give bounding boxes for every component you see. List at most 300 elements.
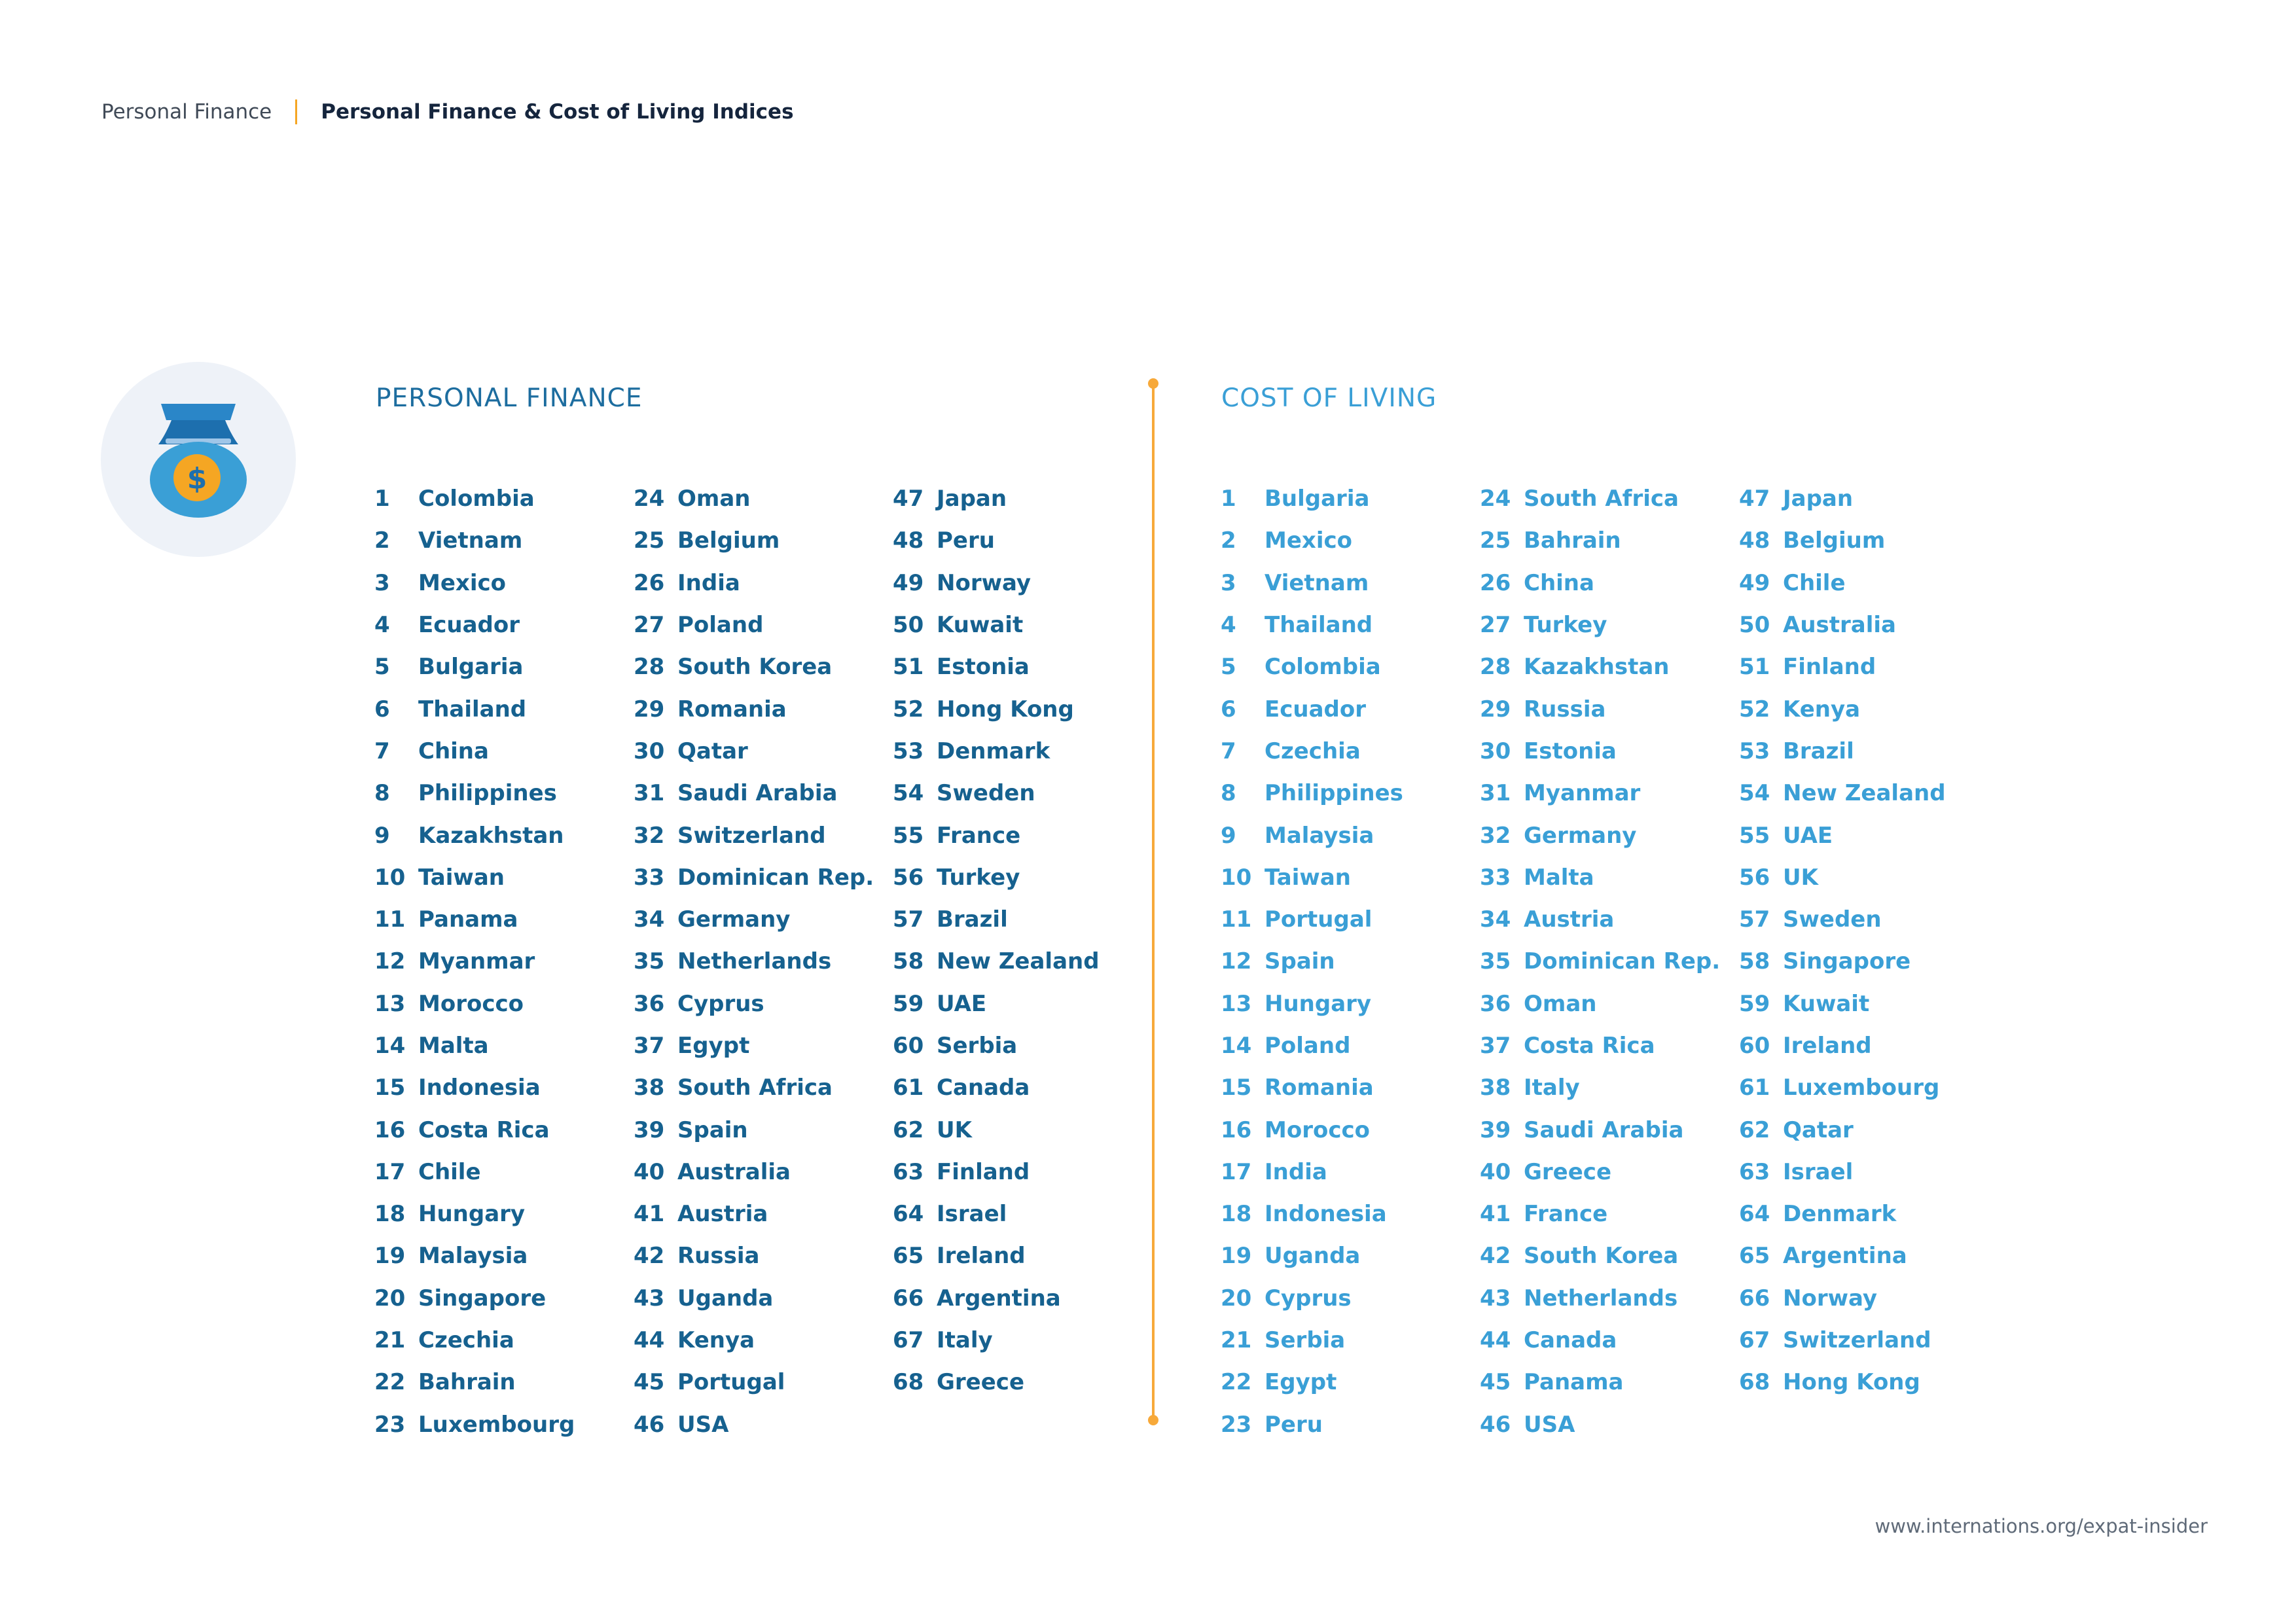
rank-number: 1 <box>1221 486 1236 512</box>
rank-number: 47 <box>1739 486 1770 512</box>
country-name: Australia <box>1783 612 1896 639</box>
rank-number: 11 <box>374 906 406 933</box>
ranking-row <box>374 1067 630 1109</box>
rank-number: 55 <box>893 822 924 849</box>
ranking-row <box>1739 1235 1994 1277</box>
rank-number: 9 <box>1221 822 1236 849</box>
ranking-row <box>374 730 630 772</box>
rank-number: 13 <box>1221 990 1252 1017</box>
country-name: Spain <box>1265 948 1335 975</box>
country-name: Morocco <box>418 990 524 1017</box>
cost-of-living-column-2 <box>1480 478 1735 1446</box>
country-name: Sweden <box>1783 906 1882 933</box>
ranking-row <box>1221 1193 1476 1235</box>
country-name: Hong Kong <box>1783 1369 1920 1396</box>
rank-number: 64 <box>893 1201 924 1228</box>
ranking-row <box>634 772 889 814</box>
ranking-row <box>1221 1025 1476 1067</box>
ranking-row <box>893 1235 1148 1277</box>
country-name: Greece <box>937 1369 1025 1396</box>
rank-number: 22 <box>1221 1369 1252 1396</box>
country-name: Belgium <box>677 527 780 554</box>
rank-number: 40 <box>634 1158 665 1185</box>
rank-number: 55 <box>1739 822 1770 849</box>
country-name: Mexico <box>418 569 506 596</box>
ranking-row <box>374 1361 630 1403</box>
ranking-row <box>1480 1319 1735 1361</box>
rank-number: 24 <box>634 486 665 512</box>
country-name: Kuwait <box>1783 990 1870 1017</box>
country-name: Romania <box>1265 1075 1374 1101</box>
country-name: Argentina <box>1783 1243 1907 1270</box>
country-name: New Zealand <box>937 948 1100 975</box>
ranking-row <box>1480 1109 1735 1150</box>
country-name: Oman <box>677 486 751 512</box>
rank-number: 25 <box>634 527 665 554</box>
country-name: Philippines <box>418 780 557 807</box>
page-title: Personal Finance & Cost of Living Indices <box>321 100 794 124</box>
country-name: Cyprus <box>1265 1285 1352 1311</box>
ranking-row <box>374 857 630 899</box>
country-name: Kazakhstan <box>418 822 564 849</box>
rank-number: 36 <box>1480 990 1511 1017</box>
rank-number: 18 <box>1221 1201 1252 1228</box>
breadcrumb-section[interactable]: Personal Finance <box>101 100 272 124</box>
rank-number: 8 <box>1221 780 1236 807</box>
country-name: Singapore <box>418 1285 547 1311</box>
country-name: Vietnam <box>1265 569 1369 596</box>
country-name: France <box>1524 1201 1608 1228</box>
rank-number: 60 <box>893 1033 924 1059</box>
country-name: Canada <box>1524 1327 1617 1354</box>
country-name: Qatar <box>1783 1116 1854 1143</box>
country-name: Portugal <box>677 1369 785 1396</box>
rank-number: 34 <box>1480 906 1511 933</box>
country-name: Russia <box>1524 696 1606 722</box>
rank-number: 31 <box>1480 780 1511 807</box>
ranking-row <box>1739 1277 1994 1319</box>
rank-number: 27 <box>634 612 665 639</box>
ranking-row <box>893 1361 1148 1403</box>
rank-number: 68 <box>1739 1369 1770 1396</box>
ranking-row <box>634 899 889 940</box>
rank-number: 37 <box>634 1033 665 1059</box>
ranking-row <box>374 1109 630 1150</box>
country-name: Saudi Arabia <box>1524 1116 1684 1143</box>
rank-number: 19 <box>1221 1243 1252 1270</box>
country-name: Ireland <box>937 1243 1026 1270</box>
rank-number: 7 <box>1221 738 1236 764</box>
rank-number: 16 <box>1221 1116 1252 1143</box>
ranking-row <box>1221 1277 1476 1319</box>
country-name: Kenya <box>677 1327 755 1354</box>
country-name: Romania <box>677 696 787 722</box>
country-name: Turkey <box>1524 612 1607 639</box>
country-name: Ecuador <box>1265 696 1366 722</box>
country-name: Canada <box>937 1075 1030 1101</box>
country-name: Saudi Arabia <box>677 780 838 807</box>
rank-number: 45 <box>634 1369 665 1396</box>
ranking-row <box>893 1277 1148 1319</box>
ranking-row <box>1739 1319 1994 1361</box>
divider-dot-bottom <box>1148 1415 1158 1425</box>
ranking-row <box>1739 1109 1994 1150</box>
ranking-row <box>1739 983 1994 1025</box>
ranking-row <box>893 983 1148 1025</box>
rank-number: 17 <box>374 1158 406 1185</box>
country-name: Thailand <box>1265 612 1373 639</box>
rank-number: 23 <box>1221 1411 1252 1438</box>
country-name: UK <box>937 1116 972 1143</box>
personal-finance-title: PERSONAL FINANCE <box>376 383 643 413</box>
country-name: Egypt <box>1265 1369 1337 1396</box>
rank-number: 29 <box>1480 696 1511 722</box>
country-name: Thailand <box>418 696 527 722</box>
rank-number: 28 <box>634 654 665 681</box>
ranking-row <box>1221 520 1476 562</box>
rank-number: 44 <box>634 1327 665 1354</box>
ranking-row <box>1221 1319 1476 1361</box>
ranking-row <box>374 940 630 982</box>
country-name: Mexico <box>1265 527 1352 554</box>
rank-number: 33 <box>634 864 665 891</box>
rank-number: 35 <box>1480 948 1511 975</box>
country-name: Ireland <box>1783 1033 1872 1059</box>
ranking-row <box>634 1109 889 1150</box>
cost-of-living-column-1 <box>1221 478 1476 1446</box>
section-divider <box>1152 383 1155 1420</box>
rank-number: 29 <box>634 696 665 722</box>
country-name: Myanmar <box>1524 780 1641 807</box>
country-name: Oman <box>1524 990 1597 1017</box>
rank-number: 67 <box>893 1327 924 1354</box>
ranking-row <box>1221 604 1476 646</box>
money-bag-icon-circle <box>101 362 296 557</box>
rank-number: 28 <box>1480 654 1511 681</box>
ranking-row <box>893 772 1148 814</box>
ranking-row <box>634 1067 889 1109</box>
rank-number: 17 <box>1221 1158 1252 1185</box>
country-name: Colombia <box>1265 654 1381 681</box>
country-name: Brazil <box>1783 738 1854 764</box>
rank-number: 26 <box>1480 569 1511 596</box>
country-name: Singapore <box>1783 948 1911 975</box>
ranking-row <box>634 1193 889 1235</box>
ranking-row <box>1739 688 1994 730</box>
country-name: Peru <box>1265 1411 1323 1438</box>
ranking-row <box>374 1404 630 1446</box>
ranking-row <box>634 520 889 562</box>
rank-number: 53 <box>893 738 924 764</box>
ranking-row <box>1739 520 1994 562</box>
country-name: Uganda <box>677 1285 774 1311</box>
rank-number: 60 <box>1739 1033 1770 1059</box>
rank-number: 20 <box>1221 1285 1252 1311</box>
ranking-row <box>893 1193 1148 1235</box>
ranking-row <box>1480 1067 1735 1109</box>
ranking-row <box>374 983 630 1025</box>
ranking-row <box>634 857 889 899</box>
ranking-row <box>634 562 889 604</box>
ranking-row <box>1221 1067 1476 1109</box>
rank-number: 48 <box>1739 527 1770 554</box>
rank-number: 56 <box>1739 864 1770 891</box>
ranking-row <box>1480 1193 1735 1235</box>
ranking-row <box>374 1319 630 1361</box>
ranking-row <box>1221 1151 1476 1193</box>
rank-number: 57 <box>893 906 924 933</box>
country-name: Indonesia <box>418 1075 541 1101</box>
country-name: Austria <box>677 1201 768 1228</box>
rank-number: 20 <box>374 1285 406 1311</box>
rank-number: 46 <box>634 1411 665 1438</box>
ranking-row <box>1739 899 1994 940</box>
ranking-row <box>374 899 630 940</box>
country-name: Vietnam <box>418 527 523 554</box>
rank-number: 12 <box>1221 948 1252 975</box>
footer-url[interactable]: www.internations.org/expat-insider <box>1874 1515 2208 1537</box>
country-name: Luxembourg <box>418 1411 575 1438</box>
rank-number: 64 <box>1739 1201 1770 1228</box>
ranking-row <box>634 1025 889 1067</box>
ranking-row <box>1739 1361 1994 1403</box>
country-name: Czechia <box>418 1327 514 1354</box>
rank-number: 49 <box>893 569 924 596</box>
ranking-row <box>1480 688 1735 730</box>
country-name: Portugal <box>1265 906 1372 933</box>
ranking-row <box>374 646 630 688</box>
ranking-row <box>1739 1067 1994 1109</box>
country-name: Kuwait <box>937 612 1024 639</box>
ranking-row <box>1480 1404 1735 1446</box>
rank-number: 19 <box>374 1243 406 1270</box>
ranking-row <box>893 1109 1148 1150</box>
country-name: Spain <box>677 1116 748 1143</box>
rank-number: 59 <box>893 990 924 1017</box>
ranking-row <box>1480 940 1735 982</box>
divider-dot-top <box>1148 378 1158 389</box>
ranking-row <box>893 646 1148 688</box>
country-name: Peru <box>937 527 995 554</box>
ranking-row <box>374 688 630 730</box>
rank-number: 18 <box>374 1201 406 1228</box>
ranking-row <box>893 688 1148 730</box>
rank-number: 22 <box>374 1369 406 1396</box>
rank-number: 62 <box>1739 1116 1770 1143</box>
country-name: Greece <box>1524 1158 1612 1185</box>
ranking-row <box>1221 478 1476 520</box>
ranking-row <box>1221 772 1476 814</box>
ranking-row <box>1221 857 1476 899</box>
ranking-row <box>374 772 630 814</box>
svg-text:$: $ <box>187 462 207 495</box>
country-name: Austria <box>1524 906 1615 933</box>
country-name: Cyprus <box>677 990 764 1017</box>
ranking-row <box>634 1361 889 1403</box>
ranking-row <box>1739 562 1994 604</box>
rank-number: 49 <box>1739 569 1770 596</box>
cost-of-living-title: COST OF LIVING <box>1221 383 1437 413</box>
country-name: USA <box>677 1411 729 1438</box>
country-name: Taiwan <box>418 864 505 891</box>
ranking-row <box>634 1277 889 1319</box>
ranking-row <box>1221 940 1476 982</box>
rank-number: 4 <box>374 612 390 639</box>
rank-number: 66 <box>893 1285 924 1311</box>
country-name: Australia <box>677 1158 791 1185</box>
country-name: Ecuador <box>418 612 520 639</box>
country-name: South Africa <box>677 1075 833 1101</box>
ranking-row <box>893 857 1148 899</box>
ranking-row <box>893 1067 1148 1109</box>
ranking-row <box>1480 520 1735 562</box>
ranking-row <box>1221 730 1476 772</box>
ranking-row <box>893 562 1148 604</box>
rank-number: 23 <box>374 1411 406 1438</box>
ranking-row <box>374 1025 630 1067</box>
rank-number: 30 <box>634 738 665 764</box>
rank-number: 6 <box>1221 696 1236 722</box>
rank-number: 50 <box>893 612 924 639</box>
ranking-row <box>1221 1404 1476 1446</box>
rank-number: 31 <box>634 780 665 807</box>
ranking-row <box>1480 478 1735 520</box>
country-name: UAE <box>1783 822 1833 849</box>
country-name: Norway <box>1783 1285 1878 1311</box>
rank-number: 34 <box>634 906 665 933</box>
country-name: Egypt <box>677 1033 750 1059</box>
country-name: Kazakhstan <box>1524 654 1670 681</box>
rank-number: 26 <box>634 569 665 596</box>
rank-number: 21 <box>1221 1327 1252 1354</box>
country-name: Costa Rica <box>418 1116 550 1143</box>
breadcrumb-separator <box>295 99 297 124</box>
rank-number: 63 <box>1739 1158 1770 1185</box>
rank-number: 58 <box>1739 948 1770 975</box>
country-name: Belgium <box>1783 527 1886 554</box>
rank-number: 43 <box>1480 1285 1511 1311</box>
country-name: Hong Kong <box>937 696 1074 722</box>
country-name: Serbia <box>937 1033 1018 1059</box>
country-name: China <box>418 738 489 764</box>
country-name: Dominican Rep. <box>1524 948 1721 975</box>
ranking-row <box>1480 1361 1735 1403</box>
country-name: France <box>937 822 1021 849</box>
ranking-row <box>1739 1151 1994 1193</box>
rank-number: 32 <box>634 822 665 849</box>
rank-number: 48 <box>893 527 924 554</box>
cost-of-living-column-3 <box>1739 478 1994 1404</box>
ranking-row <box>1221 983 1476 1025</box>
rank-number: 65 <box>893 1243 924 1270</box>
ranking-row <box>1480 562 1735 604</box>
country-name: Denmark <box>937 738 1050 764</box>
ranking-row <box>893 520 1148 562</box>
rank-number: 6 <box>374 696 390 722</box>
rank-number: 13 <box>374 990 406 1017</box>
country-name: Panama <box>418 906 518 933</box>
rank-number: 47 <box>893 486 924 512</box>
ranking-row <box>1480 730 1735 772</box>
country-name: Chile <box>418 1158 481 1185</box>
rank-number: 33 <box>1480 864 1511 891</box>
personal-finance-column-3 <box>893 478 1148 1404</box>
rank-number: 46 <box>1480 1411 1511 1438</box>
rank-number: 56 <box>893 864 924 891</box>
rank-number: 51 <box>1739 654 1770 681</box>
country-name: Argentina <box>937 1285 1061 1311</box>
rank-number: 39 <box>634 1116 665 1143</box>
ranking-row <box>893 1319 1148 1361</box>
ranking-row <box>893 478 1148 520</box>
country-name: South Africa <box>1524 486 1679 512</box>
rank-number: 65 <box>1739 1243 1770 1270</box>
ranking-row <box>634 478 889 520</box>
rank-number: 35 <box>634 948 665 975</box>
ranking-row <box>893 940 1148 982</box>
rank-number: 45 <box>1480 1369 1511 1396</box>
ranking-row <box>634 814 889 856</box>
country-name: Finland <box>937 1158 1030 1185</box>
ranking-row <box>1221 814 1476 856</box>
rank-number: 14 <box>1221 1033 1252 1059</box>
country-name: Philippines <box>1265 780 1403 807</box>
rank-number: 27 <box>1480 612 1511 639</box>
rank-number: 15 <box>374 1075 406 1101</box>
rank-number: 42 <box>634 1243 665 1270</box>
rank-number: 57 <box>1739 906 1770 933</box>
ranking-row <box>893 604 1148 646</box>
ranking-row <box>1480 983 1735 1025</box>
ranking-row <box>1480 646 1735 688</box>
ranking-row <box>893 730 1148 772</box>
ranking-row <box>1739 604 1994 646</box>
country-name: Malaysia <box>418 1243 528 1270</box>
country-name: Japan <box>937 486 1007 512</box>
ranking-row <box>1739 730 1994 772</box>
ranking-row <box>1480 814 1735 856</box>
ranking-row <box>634 688 889 730</box>
rank-number: 10 <box>374 864 406 891</box>
rank-number: 52 <box>1739 696 1770 722</box>
rank-number: 30 <box>1480 738 1511 764</box>
country-name: Turkey <box>937 864 1020 891</box>
country-name: Malta <box>418 1033 489 1059</box>
rank-number: 10 <box>1221 864 1252 891</box>
rank-number: 1 <box>374 486 390 512</box>
ranking-row <box>1480 1025 1735 1067</box>
rank-number: 58 <box>893 948 924 975</box>
ranking-row <box>1739 772 1994 814</box>
country-name: Myanmar <box>418 948 535 975</box>
rank-number: 5 <box>374 654 390 681</box>
personal-finance-column-2 <box>634 478 889 1446</box>
rank-number: 24 <box>1480 486 1511 512</box>
ranking-row <box>634 604 889 646</box>
rank-number: 3 <box>1221 569 1236 596</box>
rank-number: 4 <box>1221 612 1236 639</box>
rank-number: 11 <box>1221 906 1252 933</box>
ranking-row <box>374 1193 630 1235</box>
ranking-row <box>1221 646 1476 688</box>
country-name: Sweden <box>937 780 1035 807</box>
ranking-row <box>374 562 630 604</box>
ranking-row <box>374 478 630 520</box>
country-name: Indonesia <box>1265 1201 1387 1228</box>
ranking-row <box>1739 814 1994 856</box>
country-name: Japan <box>1783 486 1854 512</box>
rank-number: 5 <box>1221 654 1236 681</box>
